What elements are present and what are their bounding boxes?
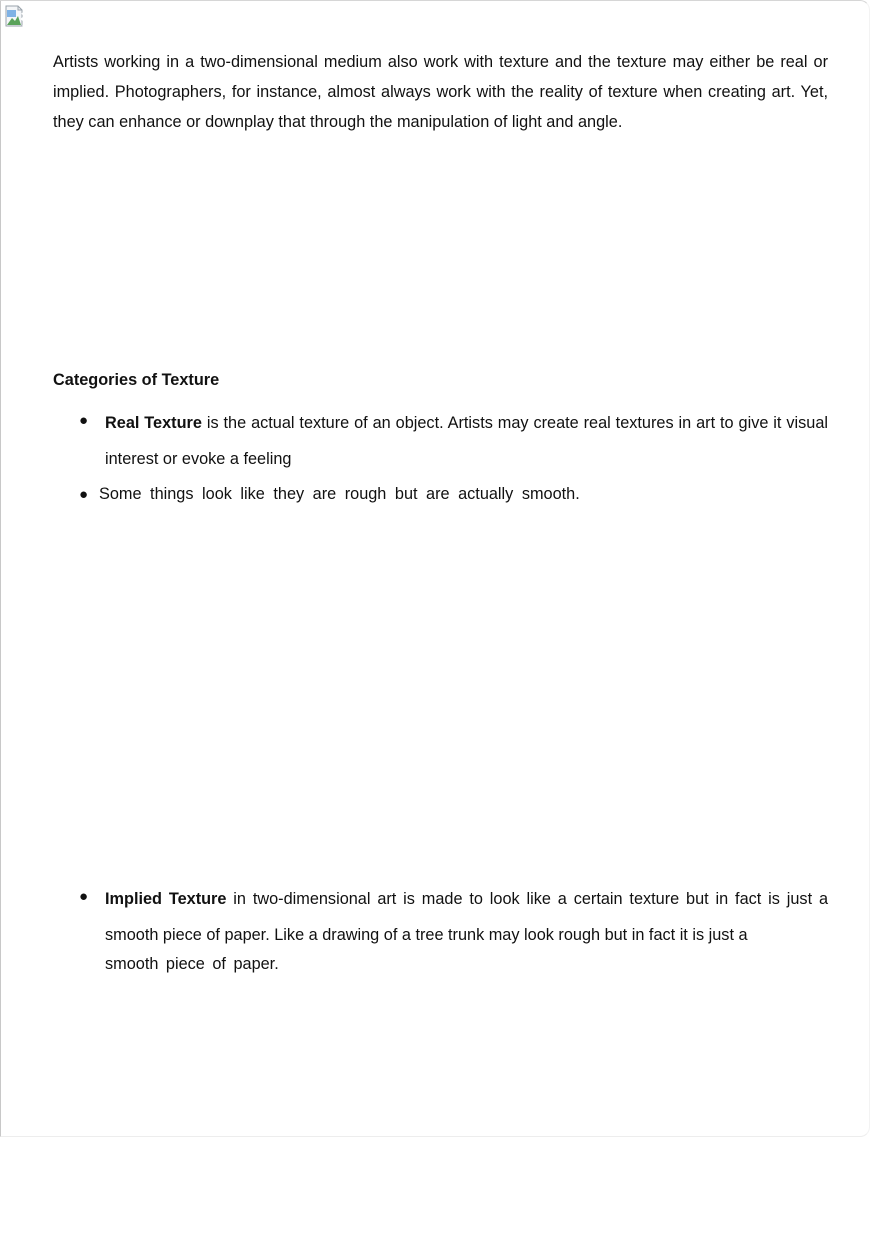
intro-paragraph: Artists working in a two-dimensional medium also work with texture and the texture may either be real or implied. Photographers, for instance, almost always work with the reality of texture when creating art. Yet, they can enhance or downplay that through the manipulation of light and angle. bbox=[53, 53, 828, 131]
bullet-icon: ● bbox=[79, 888, 89, 905]
list-item-implied-texture bbox=[105, 881, 828, 982]
section-heading: Categories of Texture bbox=[53, 371, 220, 389]
broken-image-icon bbox=[5, 5, 27, 27]
description-real-texture: is the actual texture of an object. Artists may create real textures in art to give it visual interest or evoke a feeling bbox=[105, 414, 828, 468]
description-rough-smooth: Some things look like they are rough but are actually smooth. bbox=[99, 485, 580, 503]
description-implied-texture: in two-dimensional art is made to look like a certain texture but in fact is just a smooth piece of paper. Like a drawing of a tree trunk may look rough but in fact it is just a bbox=[105, 890, 828, 944]
list-item-rough-smooth bbox=[99, 483, 828, 505]
bullet-icon: ● bbox=[79, 486, 89, 503]
description-implied-texture-end: smooth piece of paper. bbox=[105, 955, 279, 973]
term-implied-texture: Implied Texture bbox=[105, 890, 227, 908]
term-real-texture: Real Texture bbox=[105, 414, 202, 432]
list-item-real-texture bbox=[105, 405, 828, 477]
bullet-icon: ● bbox=[79, 412, 89, 429]
